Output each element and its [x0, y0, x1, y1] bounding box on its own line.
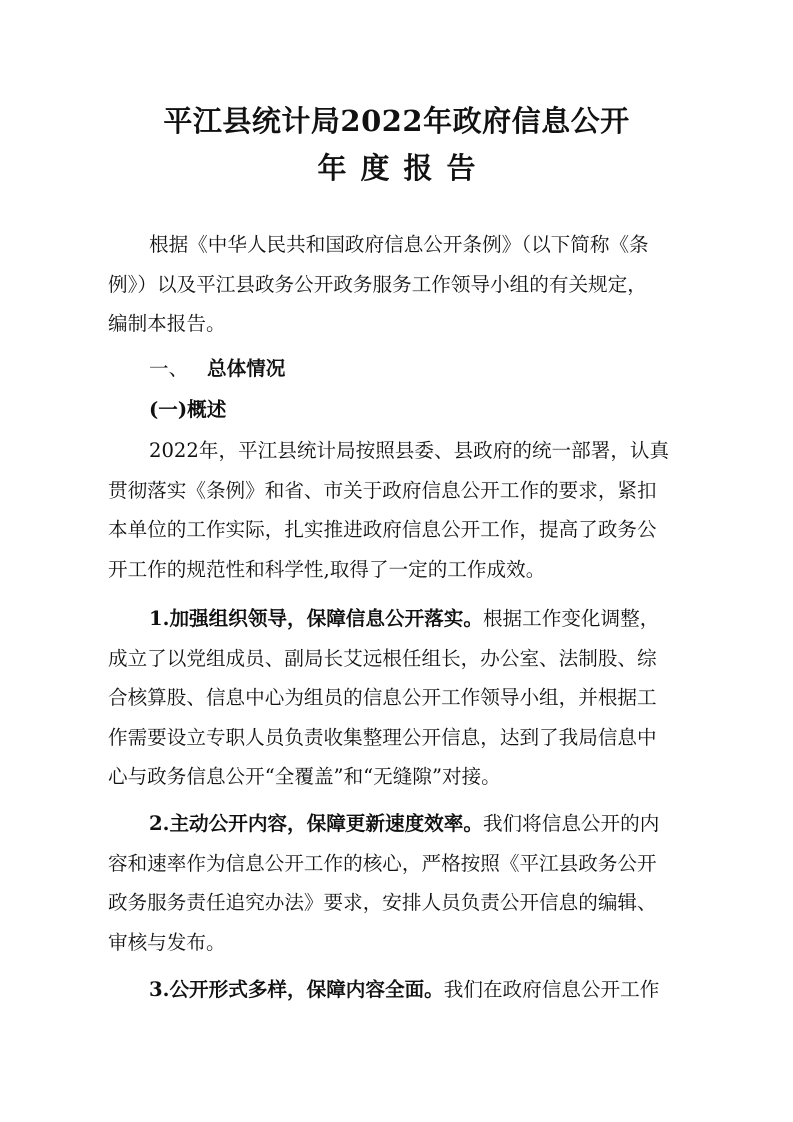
item1-lead: 1.加强组织领导，保障信息公开落实。 [149, 607, 483, 630]
overview-line: 开工作的规范性和科学性,取得了一定的工作成效。 [108, 557, 546, 581]
item2-line: 政务服务责任追究办法》要求，安排人员负责公开信息的编辑、 [108, 891, 657, 914]
item1-line: 合核算股、信息中心为组员的信息公开工作领导小组，并根据工 [108, 686, 657, 709]
item2-paragraph [108, 804, 688, 962]
item3-first-rest: 我们在政府信息公开工作 [443, 978, 660, 1001]
overview-paragraph [108, 431, 688, 589]
intro-line: 根据《中华人民共和国政府信息公开条例》（以下简称《条 [149, 233, 649, 256]
item1-paragraph [108, 599, 688, 797]
intro-paragraph [108, 225, 688, 344]
overview-line: 贯彻落实《条例》和省、市关于政府信息公开工作的要求，紧扣 [108, 478, 657, 502]
overview-line: 2022年，平江县统计局按照县委、县政府的统一部署，认真 [149, 439, 670, 462]
overview-line: 本单位的工作实际，扎实推进政府信息公开工作，提高了政务公 [108, 518, 657, 541]
item1-line: 成立了以党组成员、副局长艾远根任组长，办公室、法制股、综 [108, 646, 657, 670]
item2-lead: 2.主动公开内容，保障更新速度效率。 [149, 812, 483, 835]
item1-line: 心与政务信息公开“全覆盖”和“无缝隙”对接。 [108, 765, 501, 788]
intro-line: 编制本报告。 [108, 312, 226, 335]
item1-first-rest: 根据工作变化调整， [482, 607, 660, 630]
section-number: 一、 [149, 357, 189, 380]
section-heading [108, 349, 688, 389]
subsection-heading [108, 390, 688, 430]
item2-first-rest: 我们将信息公开的内 [482, 812, 660, 835]
item2-line: 容和速率作为信息公开工作的核心，严格按照《平江县政务公开 [108, 851, 657, 875]
intro-line: 例》）以及平江县政务公开政务服务工作领导小组的有关规定， [108, 272, 647, 296]
document-title-line1: 平江县统计局2022年政府信息公开 [163, 104, 630, 138]
item1-line: 作需要设立专职人员负责收集整理公开信息，达到了我局信息中 [108, 725, 657, 749]
section-title: 总体情况 [207, 357, 286, 380]
item3-lead: 3.公开形式多样，保障内容全面。 [149, 978, 444, 1001]
subsection-title: (一)概述 [149, 398, 227, 421]
item2-line: 审核与发布。 [108, 930, 226, 954]
document-title-line2: 年度报告 [317, 151, 490, 185]
item3-paragraph [108, 970, 688, 1010]
